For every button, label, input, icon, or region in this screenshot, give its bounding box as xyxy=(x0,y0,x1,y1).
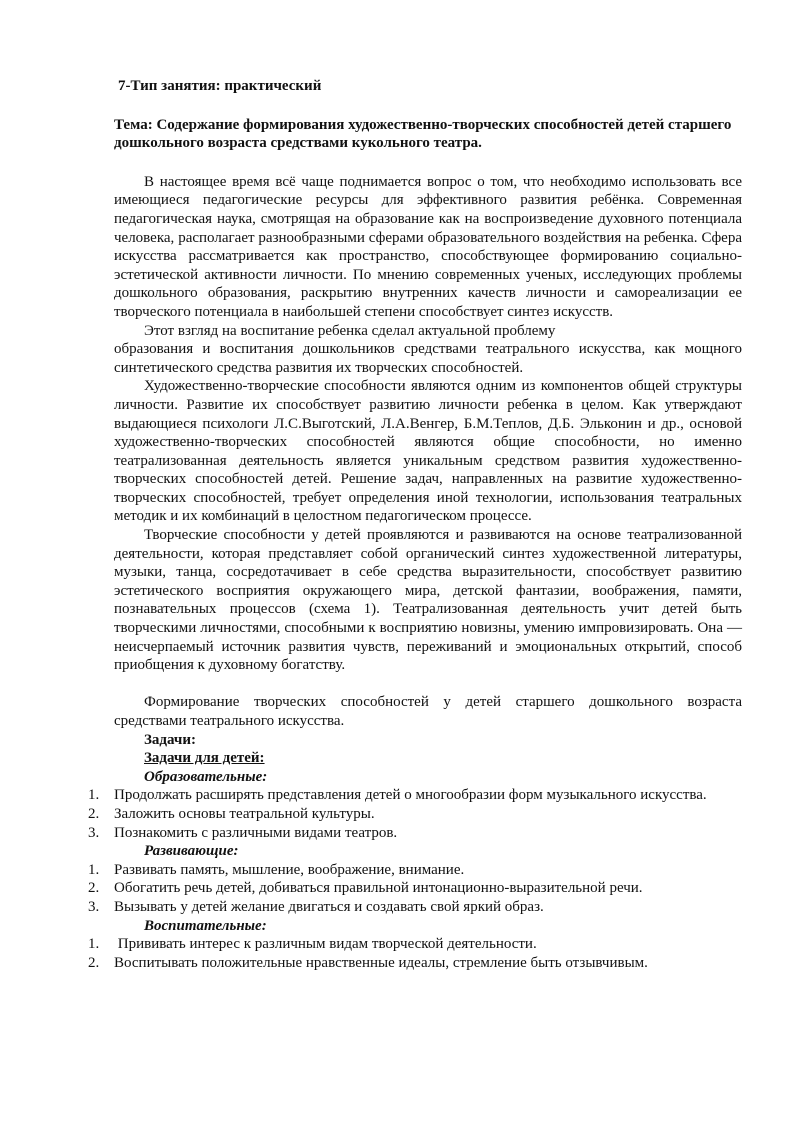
upbringing-heading: Воспитательные: xyxy=(144,917,267,934)
list-text: Прививать интерес к различным видам творческой деятельности. xyxy=(114,936,537,953)
list-number: 1. xyxy=(88,787,100,804)
blank-line xyxy=(114,675,742,694)
list-item xyxy=(88,935,742,954)
paragraph: Этот взгляд на воспитание ребенка сделал актуальной проблему xyxy=(144,322,556,339)
list-item xyxy=(88,898,742,917)
list-item xyxy=(88,879,742,898)
list-text: Развивать память, мышление, воображение, внимание. xyxy=(114,861,465,878)
list-number: 2. xyxy=(88,880,100,897)
list-number: 1. xyxy=(88,861,100,878)
list-number: 3. xyxy=(88,898,100,915)
list-text: Продолжать расширять представления детей о многообразии форм музыкального искусства. xyxy=(114,787,707,804)
paragraph: Творческие способности у детей проявляются и развиваются на основе театрализованной деятельности, которая представляет собой органический синтез художественной литературы, музыки, танца, сосредотачивает в себе средства выразительности, способствует развитию эстетического восприятия окружающего мира, детской фантазии, воображения, памяти, познавательных процессов (схема 1). Театрализованная деятельность учит детей быть творческими личностями, способными к восприятию новизны, умению импровизировать. Она — неисчерпаемый источник развития чувств, переживаний и эмоциональных открытий, способ приобщения к духовному богатству. xyxy=(114,527,742,674)
topic-title: Тема: Содержание формирования художественно-творческих способностей детей старшего дошкольного возраста средствами кукольного театра. xyxy=(114,116,732,152)
paragraph: В настоящее время всё чаще поднимается вопрос о том, что необходимо использовать все имеющиеся педагогические ресурсы для эффективного развития ребёнка. Современная педагогическая наука, смотрящая на образование как на воспроизведение духовного потенциала человека, располагает разнообразными сферами образовательного воздействия на ребенка. Сфера искусства рассматривается как пространство, способствующее формированию социально-эстетической активности личности. По мнению современных ученых, исследующих проблемы дошкольного образования, раскрытию внутренних качеств личности и самореализации ее творческого потенциала в наибольшей степени способствует синтез искусств. xyxy=(114,173,742,320)
list-item xyxy=(88,824,742,843)
developing-heading: Развивающие: xyxy=(144,843,239,860)
list-number: 2. xyxy=(88,805,100,822)
paragraph: Художественно-творческие способности являются одним из компонентов общей структуры личности. Развитие их способствует развитию личности ребенка в целом. Как утверждают выдающиеся психологи Л.С.Выготский, Л.А.Венгер, Б.М.Теплов, Д.Б. Эльконин и др., основой художественно-творческих способностей являются общие способности, но именно театрализованная деятельность является уникальным средством развития художественно-творческих способностей детей. Решение задач, направленных на развитие художественно-творческих способностей, требует определения иной технологии, использования театральных методик и их комбинаций в целостном педагогическом процессе. xyxy=(114,378,742,525)
upbringing-list xyxy=(88,935,742,972)
list-item xyxy=(88,861,742,880)
list-number: 3. xyxy=(88,824,100,841)
developing-list xyxy=(88,861,742,917)
list-number: 2. xyxy=(88,954,100,971)
lesson-type: 7-Тип занятия: практический xyxy=(118,78,322,94)
list-number: 1. xyxy=(88,936,100,953)
list-item xyxy=(88,805,742,824)
paragraph: Формирование творческих способностей у детей старшего дошкольного возраста средствами театрального искусства. xyxy=(114,694,742,729)
tasks-children-heading: Задачи для детей: xyxy=(144,750,265,767)
list-text: Заложить основы театральной культуры. xyxy=(114,805,375,822)
list-text: Вызывать у детей желание двигаться и создавать свой яркий образ. xyxy=(114,898,544,915)
list-item xyxy=(88,954,742,973)
list-item xyxy=(88,786,742,805)
educational-list xyxy=(88,786,742,842)
educational-heading: Образовательные: xyxy=(144,768,268,785)
tasks-heading: Задачи: xyxy=(144,731,197,748)
paragraph: образования и воспитания дошкольников средствами театрального искусства, как мощного синтетического средства развития их творческих способностей. xyxy=(114,341,742,376)
list-text: Познакомить с различными видами театров. xyxy=(114,824,398,841)
list-text: Обогатить речь детей, добиваться правильной интонационно-выразительной речи. xyxy=(114,880,643,897)
list-text: Воспитывать положительные нравственные идеалы, стремление быть отзывчивым. xyxy=(114,954,648,971)
